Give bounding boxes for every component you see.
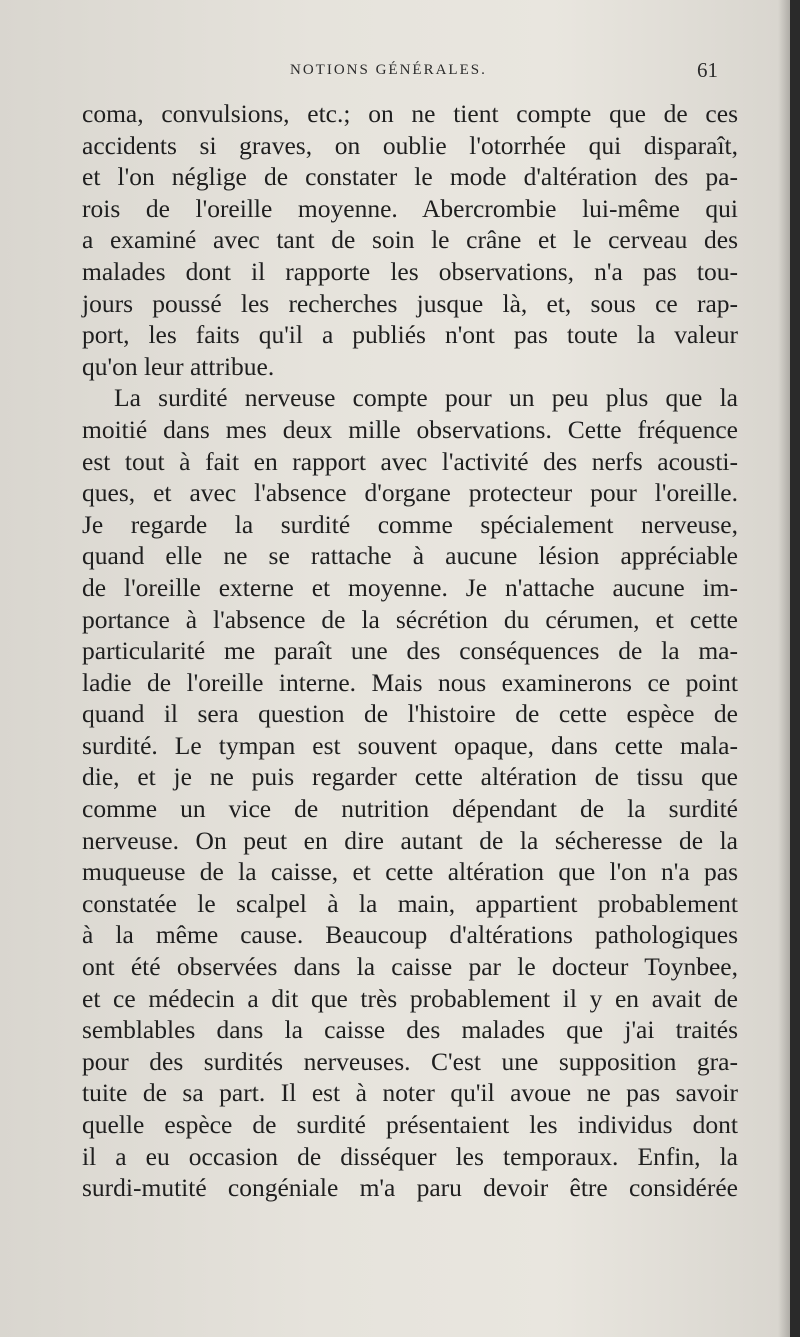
text-line: est tout à fait en rapport avec l'activité des nerfs acousti- [82,446,738,476]
text-line: malades dont il rapporte les observations, n'a pas tou- [82,256,738,286]
text-line: ques, et avec l'absence d'organe protecteur pour l'oreille. [82,478,738,508]
text-line: de l'oreille externe et moyenne. Je n'attache aucune im- [82,572,738,602]
body-text [82,98,738,1204]
text-line: portance à l'absence de la sécrétion du cérumen, et cette [82,604,738,634]
text-line: constatée le scalpel à la main, appartient probablement [82,888,738,918]
page-number: 61 [697,58,718,82]
text-line: il a eu occasion de disséquer les temporaux. Enfin, la [82,1141,738,1171]
text-line: surdi-mutité congéniale m'a paru devoir être considérée [82,1173,738,1203]
text-line: ladie de l'oreille interne. Mais nous examinerons ce point [82,667,738,697]
text-line: qu'on leur attribue. [82,351,275,381]
text-line: et ce médecin a dit que très probablement il y en avait de [82,983,738,1013]
text-line: quand il sera question de l'histoire de cette espèce de [82,699,738,729]
running-head: NOTIONS GÉNÉRALES. [290,62,487,78]
text-line: accidents si graves, on oublie l'otorrhée qui disparaît, [82,130,738,160]
text-line: a examiné avec tant de soin le crâne et le cerveau des [82,225,738,255]
text-line: moitié dans mes deux mille observations. Cette fréquence [82,414,738,444]
text-line: nerveuse. On peut en dire autant de la sécheresse de la [82,825,738,855]
text-line: à la même cause. Beaucoup d'altérations pathologiques [82,920,738,950]
text-line: coma, convulsions, etc.; on ne tient compte que de ces [82,99,738,128]
text-line: comme un vice de nutrition dépendant de la surdité [82,794,738,824]
text-line: jours poussé les recherches jusque là, et, sous ce rap- [82,288,738,318]
text-line: die, et je ne puis regarder cette altération de tissu que [82,762,738,792]
text-line: et l'on néglige de constater le mode d'altération des pa- [82,162,738,192]
text-line: tuite de sa part. Il est à noter qu'il avoue ne pas savoir [82,1078,738,1108]
text-line: surdité. Le tympan est souvent opaque, dans cette mala- [82,730,738,760]
text-line: semblables dans la caisse des malades que j'ai traités [82,1015,738,1045]
text-line: rois de l'oreille moyenne. Abercrombie lui-même qui [82,193,738,223]
text-line: Je regarde la surdité comme spécialement nerveuse, [82,509,738,539]
text-line: particularité me paraît une des conséquences de la ma- [82,636,738,666]
text-line: La surdité nerveuse compte pour un peu plus que la [114,383,738,413]
text-line: pour des surdités nerveuses. C'est une supposition gra- [82,1046,738,1076]
text-line: ont été observées dans la caisse par le docteur Toynbee, [82,952,738,982]
text-line: port, les faits qu'il a publiés n'ont pas toute la valeur [82,320,738,350]
text-line: quelle espèce de surdité présentaient les individus dont [82,1110,738,1139]
text-line: quand elle ne se rattache à aucune lésion appréciable [82,541,738,571]
text-line: muqueuse de la caisse, et cette altération que l'on n'a pas [82,857,738,887]
